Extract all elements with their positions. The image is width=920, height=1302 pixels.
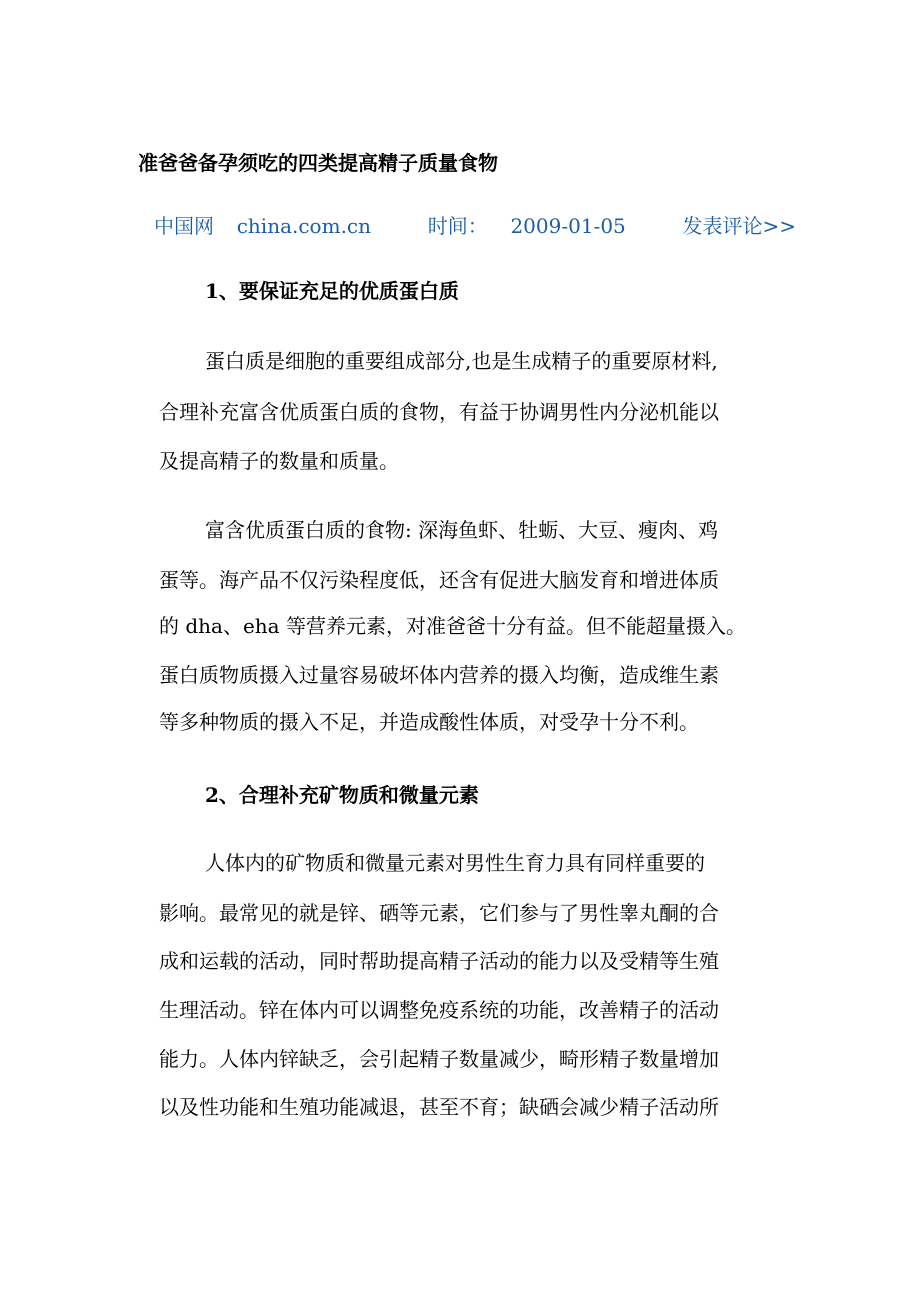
paragraph-line: 蛋白质是细胞的重要组成部分,也是生成精子的重要原材料, (205, 349, 718, 373)
paragraph-line: 生理活动。锌在体内可以调整免疫系统的功能，改善精子的活动 (159, 998, 719, 1022)
article-meta (154, 211, 796, 241)
paragraph-line: 影响。最常见的就是锌、硒等元素，它们参与了男性睾丸酮的合 (159, 901, 719, 925)
paragraph-line: 人体内的矿物质和微量元素对男性生育力具有同样重要的 (205, 851, 705, 875)
paragraph-line: 成和运载的活动，同时帮助提高精子活动的能力以及受精等生殖 (159, 949, 719, 973)
section-heading-1: 1、要保证充足的优质蛋白质 (205, 279, 459, 303)
paragraph-line: 的 dha、eha 等营养元素，对准爸爸十分有益。但不能超量摄入。 (159, 614, 746, 638)
source-name: 中国网 (154, 214, 214, 238)
article-title: 准爸爸备孕须吃的四类提高精子质量食物 (138, 151, 498, 175)
paragraph-line: 能力。人体内锌缺乏，会引起精子数量减少，畸形精子数量增加 (159, 1047, 719, 1071)
section-heading-2: 2、合理补充矿物质和微量元素 (205, 783, 479, 807)
comment-link[interactable]: 发表评论>> (682, 214, 796, 238)
paragraph-line: 以及性功能和生殖功能减退，甚至不育；缺硒会减少精子活动所 (159, 1095, 719, 1119)
paragraph-line: 富含优质蛋白质的食物: 深海鱼虾、牡蛎、大豆、瘦肉、鸡 (205, 518, 719, 542)
time-label: 时间： (427, 214, 488, 238)
publish-date: 2009-01-05 (510, 214, 626, 238)
paragraph-line: 等多种物质的摄入不足，并造成酸性体质，对受孕十分不利。 (159, 710, 699, 734)
paragraph-line: 及提高精子的数量和质量。 (159, 449, 399, 473)
paragraph-line: 蛋等。海产品不仅污染程度低，还含有促进大脑发育和增进体质 (159, 568, 719, 592)
paragraph-line: 合理补充富含优质蛋白质的食物，有益于协调男性内分泌机能以 (159, 400, 719, 424)
paragraph-line: 蛋白质物质摄入过量容易破坏体内营养的摄入均衡，造成维生素 (159, 663, 719, 687)
source-domain[interactable]: china.com.cn (236, 214, 372, 238)
